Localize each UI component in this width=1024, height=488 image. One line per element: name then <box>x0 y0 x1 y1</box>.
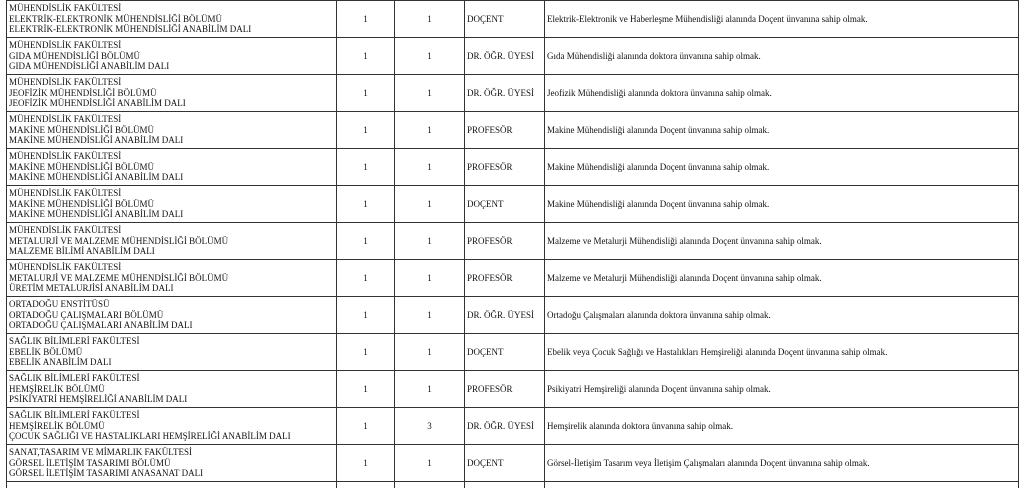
count-a: 1 <box>337 445 395 482</box>
cutoff-cell <box>337 482 395 488</box>
department-name: HEMŞİRELİK BÖLÜMÜ <box>9 421 334 432</box>
count-a: 1 <box>337 334 395 371</box>
count-b: 1 <box>395 297 465 334</box>
count-b: 1 <box>395 186 465 223</box>
count-a: 1 <box>337 223 395 260</box>
unit-cell <box>7 408 337 445</box>
division-name: ORTADOĞU ÇALIŞMALARI ANABİLİM DALI <box>9 320 334 331</box>
division-name: ÇOCUK SAĞLIĞI VE HASTALIKLARI HEMŞİRELİĞİ ANABİLİM DALI <box>9 431 334 442</box>
academic-title: PROFESÖR <box>465 223 545 260</box>
department-name: MAKİNE MÜHENDİSLİĞİ BÖLÜMÜ <box>9 199 334 210</box>
table-row-cutoff <box>7 482 1019 488</box>
faculty-name: SAĞLIK BİLİMLERİ FAKÜLTESİ <box>9 373 334 384</box>
table-row <box>7 408 1019 445</box>
division-name: MAKİNE MÜHENDİSLİĞİ ANABİLİM DALI <box>9 209 334 220</box>
faculty-name: SANAT,TASARIM VE MİMARLIK FAKÜLTESİ <box>9 447 334 458</box>
requirement-text: Jeofizik Mühendisliği alanında doktora ünvanına sahip olmak. <box>545 75 1019 112</box>
table-row <box>7 38 1019 75</box>
cutoff-cell <box>465 482 545 488</box>
table-row <box>7 112 1019 149</box>
count-a: 1 <box>337 112 395 149</box>
table-row <box>7 1 1019 38</box>
requirement-text: Görsel-İletişim Tasarım veya İletişim Çalışmaları alanında Doçent ünvanına sahip olmak. <box>545 445 1019 482</box>
division-name: EBELİK ANABİLİM DALI <box>9 357 334 368</box>
positions-table <box>6 0 1019 488</box>
faculty-name: MÜHENDİSLİK FAKÜLTESİ <box>9 262 334 273</box>
unit-cell <box>7 371 337 408</box>
unit-cell <box>7 112 337 149</box>
faculty-name: MÜHENDİSLİK FAKÜLTESİ <box>9 151 334 162</box>
academic-title: DOÇENT <box>465 186 545 223</box>
count-a: 1 <box>337 371 395 408</box>
faculty-name: SAĞLIK BİLİMLERİ FAKÜLTESİ <box>9 336 334 347</box>
academic-title: DOÇENT <box>465 1 545 38</box>
count-a: 1 <box>337 186 395 223</box>
requirement-text: Psikiyatri Hemşireliği alanında Doçent ünvanına sahip olmak. <box>545 371 1019 408</box>
unit-cell <box>7 223 337 260</box>
academic-title: DR. ÖĞR. ÜYESİ <box>465 408 545 445</box>
unit-cell <box>7 75 337 112</box>
table-row <box>7 149 1019 186</box>
department-name: GIDA MÜHENDİSLİĞİ BÖLÜMÜ <box>9 51 334 62</box>
academic-title: DOÇENT <box>465 334 545 371</box>
unit-cell <box>7 38 337 75</box>
department-name: ELEKTRİK-ELEKTRONİK MÜHENDİSLİĞİ BÖLÜMÜ <box>9 14 334 25</box>
requirement-text: Ortadoğu Çalışmaları alanında doktora ünvanına sahip olmak. <box>545 297 1019 334</box>
requirement-text: Gıda Mühendisliği alanında doktora ünvanına sahip olmak. <box>545 38 1019 75</box>
table-row <box>7 297 1019 334</box>
department-name: ORTADOĞU ÇALIŞMALARI BÖLÜMÜ <box>9 310 334 321</box>
department-name: JEOFİZİK MÜHENDİSLİĞİ BÖLÜMÜ <box>9 88 334 99</box>
academic-title: PROFESÖR <box>465 371 545 408</box>
count-a: 1 <box>337 75 395 112</box>
table-row <box>7 186 1019 223</box>
table-row <box>7 445 1019 482</box>
requirement-text: Malzeme ve Metalurji Mühendisliği alanında Doçent ünvanına sahip olmak. <box>545 223 1019 260</box>
cutoff-cell <box>7 482 337 488</box>
academic-title: PROFESÖR <box>465 112 545 149</box>
count-a: 1 <box>337 38 395 75</box>
requirement-text: Ebelik veya Çocuk Sağlığı ve Hastalıkları Hemşireliği alanında Doçent ünvanına sahip olmak. <box>545 334 1019 371</box>
count-b: 1 <box>395 445 465 482</box>
count-b: 1 <box>395 38 465 75</box>
faculty-name: MÜHENDİSLİK FAKÜLTESİ <box>9 77 334 88</box>
division-name: JEOFİZİK MÜHENDİSLİĞİ ANABİLİM DALI <box>9 98 334 109</box>
academic-title: PROFESÖR <box>465 149 545 186</box>
department-name: MAKİNE MÜHENDİSLİĞİ BÖLÜMÜ <box>9 125 334 136</box>
table-row <box>7 334 1019 371</box>
faculty-name: MÜHENDİSLİK FAKÜLTESİ <box>9 114 334 125</box>
requirement-text: Malzeme ve Metalurji Mühendisliği alanında Doçent ünvanına sahip olmak. <box>545 260 1019 297</box>
division-name: ÜRETİM METALURJİSİ ANABİLİM DALI <box>9 283 334 294</box>
count-b: 3 <box>395 408 465 445</box>
division-name: ELEKTRİK-ELEKTRONİK MÜHENDİSLİĞİ ANABİLİM DALI <box>9 24 334 35</box>
department-name: METALURJİ VE MALZEME MÜHENDİSLİĞİ BÖLÜMÜ <box>9 236 334 247</box>
department-name: GÖRSEL İLETİŞİM TASARIMI BÖLÜMÜ <box>9 458 334 469</box>
division-name: PSİKİYATRİ HEMŞİRELİĞİ ANABİLİM DALI <box>9 394 334 405</box>
requirement-text: Makine Mühendisliği alanında Doçent ünvanına sahip olmak. <box>545 186 1019 223</box>
division-name: MALZEME BİLİMİ ANABİLİM DALI <box>9 246 334 257</box>
academic-title: DOÇENT <box>465 445 545 482</box>
count-b: 1 <box>395 1 465 38</box>
academic-title: DR. ÖĞR. ÜYESİ <box>465 75 545 112</box>
count-b: 1 <box>395 260 465 297</box>
academic-title: PROFESÖR <box>465 260 545 297</box>
table-row <box>7 371 1019 408</box>
division-name: GÖRSEL İLETİŞİM TASARIMI ANASANAT DALI <box>9 468 334 479</box>
count-b: 1 <box>395 223 465 260</box>
table-row <box>7 260 1019 297</box>
department-name: METALURJİ VE MALZEME MÜHENDİSLİĞİ BÖLÜMÜ <box>9 273 334 284</box>
unit-cell <box>7 149 337 186</box>
cutoff-cell <box>545 482 1019 488</box>
requirement-text: Hemşirelik alanında doktora ünvanına sahip olmak. <box>545 408 1019 445</box>
count-a: 1 <box>337 408 395 445</box>
unit-cell <box>7 334 337 371</box>
department-name: EBELİK BÖLÜMÜ <box>9 347 334 358</box>
count-b: 1 <box>395 112 465 149</box>
academic-title: DR. ÖĞR. ÜYESİ <box>465 297 545 334</box>
requirement-text: Makine Mühendisliği alanında Doçent ünvanına sahip olmak. <box>545 149 1019 186</box>
division-name: GIDA MÜHENDİSLİĞİ ANABİLİM DALI <box>9 61 334 72</box>
unit-cell <box>7 186 337 223</box>
faculty-name: ORTADOĞU ENSTİTÜSÜ <box>9 299 334 310</box>
division-name: MAKİNE MÜHENDİSLİĞİ ANABİLİM DALI <box>9 135 334 146</box>
table-row <box>7 75 1019 112</box>
requirement-text: Makine Mühendisliği alanında Doçent ünvanına sahip olmak. <box>545 112 1019 149</box>
count-a: 1 <box>337 1 395 38</box>
faculty-name: MÜHENDİSLİK FAKÜLTESİ <box>9 225 334 236</box>
count-a: 1 <box>337 149 395 186</box>
unit-cell <box>7 1 337 38</box>
count-b: 1 <box>395 75 465 112</box>
requirement-text: Elektrik-Elektronik ve Haberleşme Mühendisliği alanında Doçent ünvanına sahip olmak. <box>545 1 1019 38</box>
faculty-name: SAĞLIK BİLİMLERİ FAKÜLTESİ <box>9 410 334 421</box>
academic-title: DR. ÖĞR. ÜYESİ <box>465 38 545 75</box>
faculty-name: MÜHENDİSLİK FAKÜLTESİ <box>9 3 334 14</box>
department-name: HEMŞİRELİK BÖLÜMÜ <box>9 384 334 395</box>
unit-cell <box>7 445 337 482</box>
count-a: 1 <box>337 297 395 334</box>
count-b: 1 <box>395 334 465 371</box>
cutoff-cell <box>395 482 465 488</box>
positions-table-body <box>7 1 1019 488</box>
division-name: MAKİNE MÜHENDİSLİĞİ ANABİLİM DALI <box>9 172 334 183</box>
count-a: 1 <box>337 260 395 297</box>
table-row <box>7 223 1019 260</box>
count-b: 1 <box>395 371 465 408</box>
department-name: MAKİNE MÜHENDİSLİĞİ BÖLÜMÜ <box>9 162 334 173</box>
faculty-name: MÜHENDİSLİK FAKÜLTESİ <box>9 40 334 51</box>
faculty-name: MÜHENDİSLİK FAKÜLTESİ <box>9 188 334 199</box>
unit-cell <box>7 297 337 334</box>
unit-cell <box>7 260 337 297</box>
count-b: 1 <box>395 149 465 186</box>
